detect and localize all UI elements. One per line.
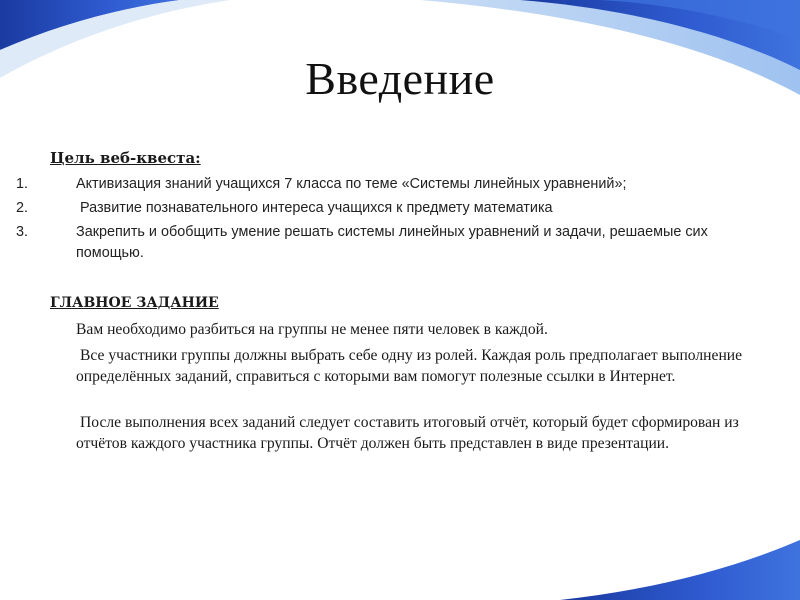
goal-text: Закрепить и обобщить умение решать системы линейных уравнений и задачи, решаемые сих помощью. <box>76 224 708 261</box>
goal-item <box>16 198 716 219</box>
goal-number: 3. <box>16 224 29 240</box>
task-paragraph-roles: Все участники группы должны выбрать себе одну из ролей. Каждая роль предполагает выполнение определённых заданий, справиться с которыми вам помогут полезные ссылки в Интернет. <box>76 347 743 385</box>
goal-item <box>16 174 716 195</box>
goal-number: 2. <box>16 200 29 216</box>
task-paragraph-groups: Вам необходимо разбиться на группы не менее пяти человек в каждой. <box>76 321 548 338</box>
slide-title: Введение <box>305 53 495 104</box>
goal-list <box>16 174 716 267</box>
goal-number: 1. <box>16 176 29 192</box>
bottom-right-swoosh <box>560 540 800 600</box>
goal-text: Активизация знаний учащихся 7 класса по теме «Системы линейных уравнений»; <box>76 176 627 192</box>
goal-text: Развитие познавательного интереса учащихся к предмету математика <box>76 200 553 216</box>
goal-heading: Цель веб-квеста: <box>50 149 201 167</box>
task-paragraph-report: После выполнения всех заданий следует составить итоговый отчёт, который будет сформирован из отчётов каждого участника группы. Отчёт должен быть представлен в виде презентации. <box>76 414 739 452</box>
main-task-heading: ГЛАВНОЕ ЗАДАНИЕ <box>50 295 219 311</box>
goal-item <box>16 222 716 264</box>
